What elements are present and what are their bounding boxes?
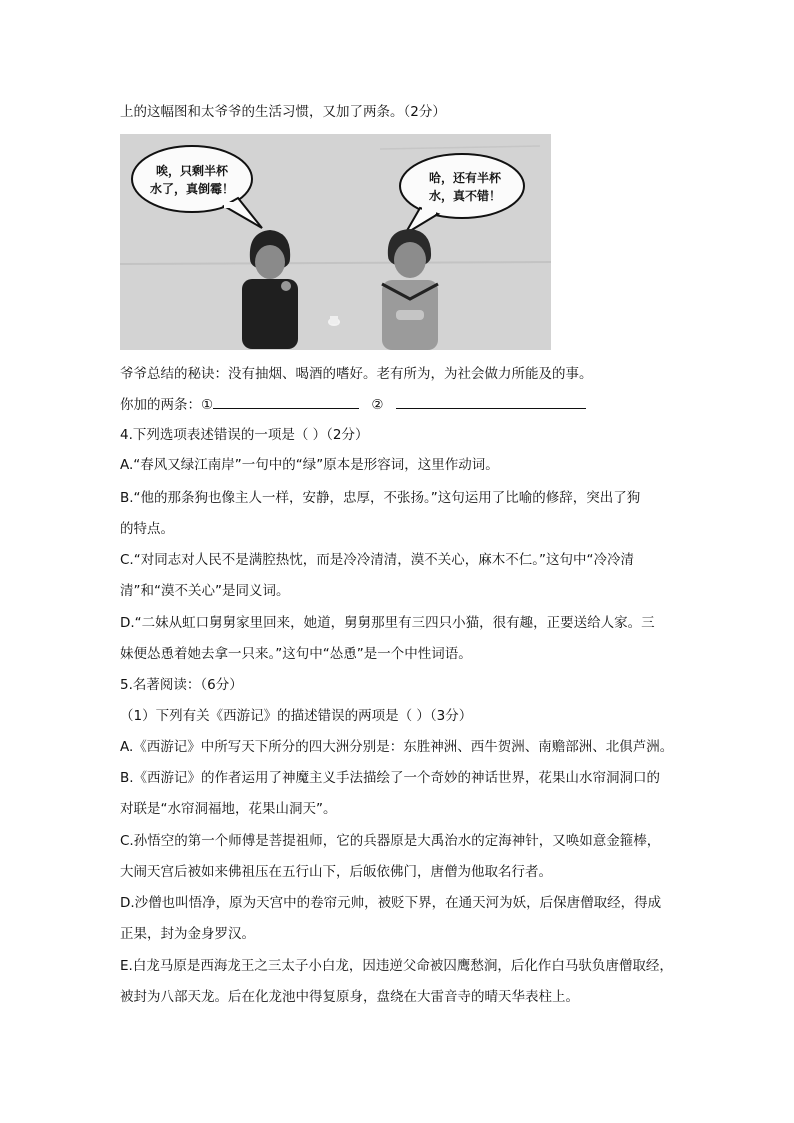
right-speech-bubble: [400, 154, 524, 218]
question-5-heading: 5.名著阅读：（6分）: [120, 677, 243, 693]
q5-option-e-line-2: 被封为八部天龙。后在化龙池中得复原身，盘绕在大雷音寺的晴天华表柱上。: [120, 989, 579, 1005]
q4-option-c-line-2: 清”和“漠不关心”是同义词。: [120, 583, 290, 599]
left-bubble-line-1: 唉，只剩半杯: [155, 164, 229, 178]
q5-option-d-line-2: 正果，封为金身罗汉。: [120, 926, 255, 942]
cartoon-illustration: [120, 134, 551, 350]
question-4-heading: 4.下列选项表述错误的一项是（ ）（2分）: [120, 427, 369, 443]
q4-option-a: A.“春风又绿江南岸”一句中的“绿”原本是形容词，这里作动词。: [120, 457, 499, 473]
q4-option-b-line-2: 的特点。: [120, 521, 174, 537]
answer-blank-2[interactable]: [396, 394, 586, 409]
q5-option-c-line-2: 大闹天宫后被如来佛祖压在五行山下，后皈依佛门，唐僧为他取名行者。: [120, 864, 552, 880]
answer-blank-1[interactable]: [213, 394, 359, 409]
right-bubble-line-2: 水，真不错！: [428, 189, 502, 203]
q5-option-e-line-1: E.白龙马原是西海龙王之三太子小白龙，因违逆父命被囚鹰愁涧，后化作白马驮负唐僧取经，: [120, 958, 673, 974]
q4-option-c-line-1: C.“对同志对人民不是满腔热忱，而是冷冷清清，漠不关心，麻木不仁。”这句中“冷冷清: [120, 552, 634, 568]
q5-option-a: A.《西游记》中所写天下所分的四大洲分别是：东胜神洲、西牛贺洲、南赡部洲、北俱芦洲。: [120, 739, 674, 755]
answer-line: [120, 394, 586, 415]
q4-option-d-line-2: 妹便怂恿着她去拿一只来。”这句中“怂恿”是一个中性词语。: [120, 646, 472, 662]
left-character: [242, 230, 298, 349]
cartoon-image: [120, 134, 551, 350]
right-bubble-line-1: 哈，还有半杯: [428, 171, 502, 185]
q5-option-b-line-1: B.《西游记》的作者运用了神魔主义手法描绘了一个奇妙的神话世界，花果山水帘洞洞口的: [120, 770, 661, 786]
q5-option-c-line-1: C.孙悟空的第一个师傅是菩提祖师，它的兵器原是大禹治水的定海神针，又唤如意金箍棒，: [120, 833, 661, 849]
answer-prefix: 你加的两条：①: [120, 397, 214, 413]
answer-mid-marker: ②: [371, 397, 384, 413]
q5-option-d-line-1: D.沙僧也叫悟净，原为天宫中的卷帘元帅，被贬下界，在通天河为妖，后保唐僧取经，得成: [120, 895, 662, 911]
text-line-1: 上的这幅图和太爷爷的生活习惯，又加了两条。（2分）: [120, 104, 446, 120]
right-character: [382, 229, 438, 350]
q4-option-b-line-1: B.“他的那条狗也像主人一样，安静，忠厚，不张扬。”这句运用了比喻的修辞，突出了狗: [120, 490, 641, 506]
q5-subquestion-1: （1）下列有关《西游记》的描述错误的两项是（ ）（3分）: [120, 708, 473, 724]
text-line-2: 爷爷总结的秘诀：没有抽烟、喝酒的嗜好。老有所为，为社会做力所能及的事。: [120, 366, 593, 382]
q5-option-b-line-2: 对联是“水帘洞福地，花果山洞天”。: [120, 801, 337, 817]
q4-option-d-line-1: D.“二妹从虹口舅舅家里回来，她道，舅舅那里有三四只小猫，很有趣，正要送给人家。三: [120, 615, 655, 631]
left-bubble-line-2: 水了，真倒霉！: [149, 182, 235, 196]
